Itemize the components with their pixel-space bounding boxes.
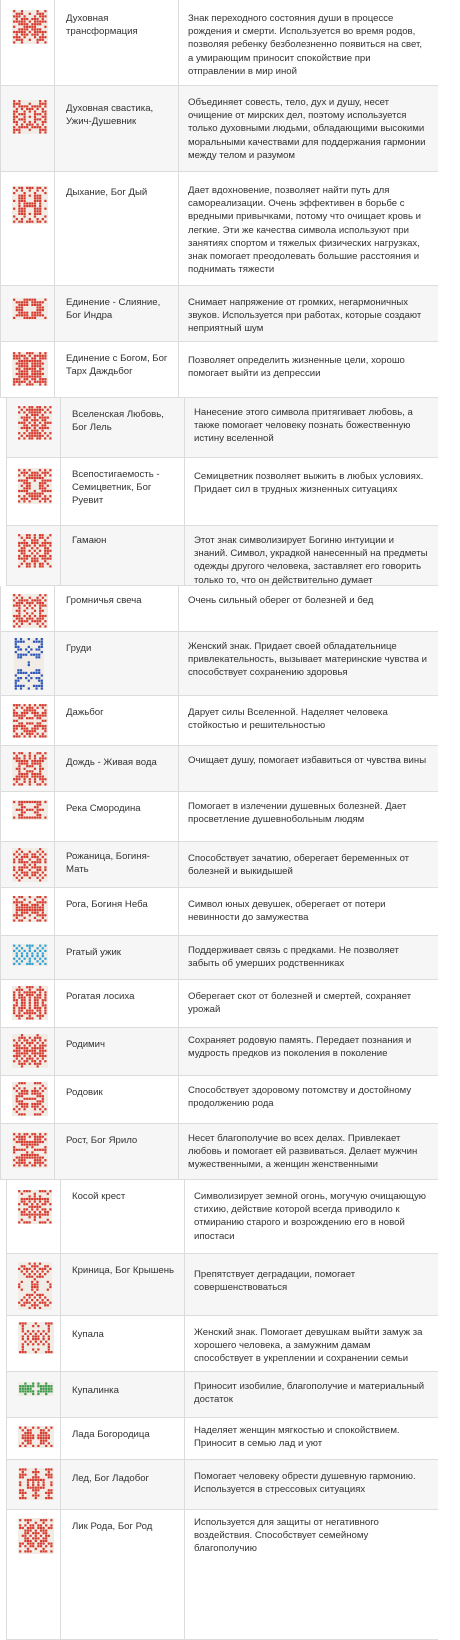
icon-column-divider	[54, 936, 55, 979]
row-left-border	[0, 586, 1, 631]
name-column-divider	[178, 342, 179, 397]
symbol-description: Символизирует земной огонь, могучую очищающую стихию, действие которой всегда приводило к отмиранию старого и возрождению его в новой ипостаси	[194, 1191, 426, 1242]
table-row	[0, 632, 438, 696]
symbol-name: Духовная трансформация	[66, 13, 138, 38]
name-column-divider	[184, 1180, 185, 1253]
icon-column-divider	[60, 1180, 61, 1253]
icon-column-divider	[54, 632, 55, 695]
gromnichya-svecha-icon	[12, 594, 48, 628]
symbol-description: Женский знак. Придает своей обладательнице привлекательность, вызывает материнские чувства и способствует сохранению здоровья	[188, 641, 427, 679]
icon-column-divider	[60, 1510, 61, 1639]
gamayun-icon	[18, 534, 52, 568]
name-column-divider	[184, 526, 185, 585]
lada-bogoroditsa-icon	[18, 1426, 54, 1448]
icon-column-divider	[54, 696, 55, 745]
row-left-border	[0, 1124, 1, 1179]
icon-column-divider	[60, 1372, 61, 1417]
rost-icon	[12, 1132, 48, 1168]
kupalinka-icon	[18, 1382, 54, 1396]
symbol-name: Родовик	[66, 1087, 103, 1098]
table-row	[6, 1418, 438, 1460]
table-row	[0, 792, 438, 842]
icon-column-divider	[54, 888, 55, 935]
icon-column-divider	[60, 1460, 61, 1509]
name-column-divider	[178, 888, 179, 935]
symbol-name: Духовная свастика, Ужич-Душевник	[66, 103, 154, 128]
row-left-border	[6, 1460, 7, 1509]
name-column-divider	[184, 1460, 185, 1509]
symbol-name: Дажьбог	[66, 707, 104, 718]
symbol-name: Ргатый ужик	[66, 947, 122, 958]
name-column-divider	[184, 398, 185, 457]
row-left-border	[6, 1510, 7, 1639]
symbol-description: Наделяет женщин мягкостью и спокойствием. Приносит в семью лад и уют	[194, 1425, 400, 1450]
name-column-divider	[184, 458, 185, 525]
table-row	[0, 86, 438, 172]
symbol-description: Нанесение этого символа притягивает любовь, а также помогает человеку познать божественную истину вселенной	[194, 407, 413, 445]
table-row	[0, 842, 438, 888]
icon-column-divider	[54, 980, 55, 1027]
row-left-border	[0, 86, 1, 171]
symbol-description: Оберегает скот от болезней и смертей, сохраняет урожай	[188, 991, 412, 1016]
icon-column-divider	[60, 1418, 61, 1459]
name-column-divider	[184, 1418, 185, 1459]
row-left-border	[0, 842, 1, 887]
row-left-border	[6, 458, 7, 525]
symbol-description: Объединяет совесть, тело, дух и душу, несет очищение от мирских дел, поэтому используется только духовными людьми, обладающими высокими моральными качествами для поддержания гармонии между телом и разумом	[188, 97, 426, 161]
name-column-divider	[178, 842, 179, 887]
duhovnaya-transformatsiya-icon	[12, 10, 48, 44]
row-left-border	[6, 398, 7, 457]
icon-column-divider	[54, 342, 55, 397]
icon-column-divider	[54, 792, 55, 841]
icon-column-divider	[60, 1316, 61, 1371]
symbol-name: Всепостигаемость - Семицветник, Бог Руевит	[72, 469, 160, 507]
icon-column-divider	[54, 1124, 55, 1179]
icon-column-divider	[54, 0, 55, 85]
table-row	[0, 1028, 438, 1076]
icon-column-divider	[60, 398, 61, 457]
rogataya-losiha-icon	[12, 986, 48, 1020]
row-left-border	[6, 1180, 7, 1253]
symbol-description: Способствует здоровому потомству и достойному продолжению рода	[188, 1085, 412, 1110]
table-row	[0, 586, 438, 632]
symbol-name: Единение - Слияние, Бог Индра	[66, 297, 161, 322]
symbol-name: Косой крест	[72, 1191, 126, 1202]
symbol-description: Сохраняет родовую память. Передает познания и мудрость предков из поколения в поколение	[188, 1035, 412, 1060]
icon-column-divider	[60, 458, 61, 525]
row-left-border	[6, 1254, 7, 1315]
row-left-border	[0, 286, 1, 341]
symbol-description: Помогает человеку обрести душевную гармонию. Используется в стрессовых ситуациях	[194, 1471, 416, 1496]
name-column-divider	[184, 1510, 185, 1639]
name-column-divider	[178, 746, 179, 791]
icon-column-divider	[54, 1076, 55, 1123]
symbol-name: Родимич	[66, 1039, 106, 1050]
row-left-border	[6, 1418, 7, 1459]
symbol-name: Купала	[72, 1329, 104, 1340]
name-column-divider	[178, 980, 179, 1027]
lik-roda-icon	[18, 1518, 54, 1554]
symbol-name: Гамаюн	[72, 535, 107, 546]
table-row	[6, 526, 438, 586]
led-ladobog-icon	[18, 1468, 54, 1500]
table-row	[6, 1180, 438, 1254]
symbol-description: Позволяет определить жизненные цели, хорошо помогает выйти из депрессии	[188, 355, 405, 380]
icon-column-divider	[54, 746, 55, 791]
symbol-description: Очищает душу, помогает избавиться от чувства вины	[188, 755, 427, 766]
dozhd-icon	[12, 752, 48, 786]
rodovik-icon	[12, 1082, 48, 1116]
symbol-description: Используется для защиты от негативного воздействия. Способствует семейному благополучию	[194, 1517, 379, 1555]
symbol-description: Поддерживает связь с предками. Не позволяет забыть об умерших родственниках	[188, 945, 399, 970]
edinenie-s-bogom-icon	[12, 352, 48, 386]
name-column-divider	[178, 1076, 179, 1123]
symbol-description: Способствует зачатию, оберегает беременных от болезней и выкидышей	[188, 853, 410, 878]
name-column-divider	[178, 172, 179, 285]
row-left-border	[0, 1028, 1, 1075]
icon-column-divider	[60, 1254, 61, 1315]
dyhanie-icon	[12, 186, 48, 224]
name-column-divider	[178, 86, 179, 171]
symbol-name: Рога, Богиня Неба	[66, 899, 148, 910]
table-row	[0, 696, 438, 746]
symbol-description: Снимает напряжение от громких, негармоничных звуков. Используется при работах, которые создают неприятный шум	[188, 297, 422, 335]
symbol-description: Этот знак символизирует Богиню интуиции и знаний. Символ, украдкой нанесенный на предметы одежды другого человека, заставляет его говорить только то, что он действительно думает	[194, 535, 428, 586]
symbol-name: Криница, Бог Крышень	[72, 1265, 175, 1276]
duhovnaya-svastika-icon	[12, 100, 48, 134]
symbol-description: Дарует силы Вселенной. Наделяет человека стойкостью и решительностью	[188, 707, 388, 732]
name-column-divider	[178, 286, 179, 341]
symbol-description: Несет благополучие во всех делах. Привлекает любовь и помогает ей развиваться. Делает мужчин мужественными, а женщин женственными	[188, 1133, 418, 1171]
symbol-name: Единение с Богом, Бог Тарх Даждьбог	[66, 353, 168, 378]
symbol-description: Очень сильный оберег от болезней и бед	[188, 595, 374, 606]
symbol-description: Дает вдохновение, позволяет найти путь для самореализации. Очень эффективен в борьбе с вредными привычками, потому что очищает кровь и легкие. Эти же качества символа используют при занятиях спортом и тяжелых физических нагрузках, знак помогает преодолевать большие расстояния и поднимать тяжести	[188, 185, 422, 276]
symbol-description: Препятствует деградации, помогает совершенствоваться	[194, 1269, 356, 1294]
table-row	[6, 1316, 438, 1372]
name-column-divider	[178, 0, 179, 85]
name-column-divider	[178, 1124, 179, 1179]
symbol-description: Символ юных девушек, оберегает от потери невинности до замужества	[188, 899, 386, 924]
symbol-name: Дыхание, Бог Дый	[66, 187, 148, 198]
vselenskaya-lyubov-icon	[18, 406, 52, 440]
name-column-divider	[178, 696, 179, 745]
symbol-name: Рогатая лосиха	[66, 991, 135, 1002]
symbol-name: Лед, Бог Ладобог	[72, 1473, 150, 1484]
table-row	[6, 1254, 438, 1316]
rozhanitsa-icon	[12, 848, 48, 882]
symbol-description: Семицветник позволяет выжить в любых условиях. Придает сил в трудных жизненных ситуациях	[194, 471, 424, 496]
name-column-divider	[184, 1316, 185, 1371]
table-row	[0, 0, 438, 86]
table-row	[0, 980, 438, 1028]
table-row	[6, 1372, 438, 1418]
icon-column-divider	[54, 86, 55, 171]
name-column-divider	[178, 936, 179, 979]
kupala-icon	[18, 1322, 54, 1354]
row-left-border	[0, 888, 1, 935]
table-row	[0, 888, 438, 936]
name-column-divider	[178, 632, 179, 695]
icon-column-divider	[54, 842, 55, 887]
grudi-icon	[14, 638, 44, 690]
row-left-border	[6, 1372, 7, 1417]
symbol-name: Рожаница, Богиня-Мать	[66, 851, 150, 876]
symbol-name: Лада Богородица	[72, 1429, 150, 1440]
name-column-divider	[178, 1028, 179, 1075]
table-row	[0, 286, 438, 342]
rodimich-icon	[12, 1034, 48, 1068]
row-left-border	[0, 746, 1, 791]
symbol-name: Громничья свеча	[66, 595, 142, 606]
symbol-description: Помогает в излечении душевных болезней. Дает просветление душевнобольным людям	[188, 801, 407, 826]
row-left-border	[0, 980, 1, 1027]
name-column-divider	[184, 1372, 185, 1417]
table-row	[0, 1076, 438, 1124]
symbol-description: Приносит изобилие, благополучие и материальный достаток	[194, 1381, 425, 1406]
icon-column-divider	[54, 286, 55, 341]
symbol-name: Купалинка	[72, 1385, 119, 1396]
icon-column-divider	[60, 526, 61, 585]
symbol-description: Знак переходного состояния души в процессе рождения и смерти. Используется во время родов, позволяя ребенку безболезненно появиться на свет, а умирающим приносит спокойствие при отправлении в мир иной	[188, 13, 423, 77]
roga-icon	[12, 896, 48, 922]
name-column-divider	[178, 586, 179, 631]
icon-column-divider	[54, 586, 55, 631]
semitsvetnik-icon	[18, 468, 52, 504]
symbol-name: Лик Рода, Бог Род	[72, 1521, 153, 1532]
symbol-name: Вселенская Любовь, Бог Лель	[72, 409, 164, 434]
table-row	[0, 936, 438, 980]
table-row	[6, 1460, 438, 1510]
symbol-name: Рост, Бог Ярило	[66, 1135, 138, 1146]
row-left-border	[0, 792, 1, 841]
table-row	[6, 398, 438, 458]
symbol-name: Река Смородина	[66, 803, 141, 814]
kosoy-krest-icon	[18, 1190, 52, 1224]
krinitsa-icon	[18, 1262, 52, 1310]
row-left-border	[0, 632, 1, 695]
symbol-name: Дождь - Живая вода	[66, 757, 157, 768]
symbol-name: Груди	[66, 643, 92, 654]
row-left-border	[0, 342, 1, 397]
table-row	[0, 172, 438, 286]
table-row	[0, 746, 438, 792]
symbol-description: Женский знак. Помогает девушкам выйти замуж за хорошего человека, а замужним дамам способствует в укреплении и сохранении семьи	[194, 1327, 423, 1365]
row-left-border	[0, 1076, 1, 1123]
row-left-border	[0, 0, 1, 85]
table-row	[0, 1124, 438, 1180]
name-column-divider	[184, 1254, 185, 1315]
table-row	[6, 458, 438, 526]
icon-column-divider	[54, 172, 55, 285]
table-row	[6, 1510, 438, 1640]
reka-smorodina-icon	[12, 800, 48, 820]
row-left-border	[6, 526, 7, 585]
table-row	[0, 342, 438, 398]
row-left-border	[6, 1316, 7, 1371]
edinenie-sliyanie-icon	[12, 298, 48, 320]
icon-column-divider	[54, 1028, 55, 1075]
rgatyy-uzhik-icon	[12, 944, 48, 966]
name-column-divider	[178, 792, 179, 841]
row-left-border	[0, 696, 1, 745]
row-left-border	[0, 172, 1, 285]
row-left-border	[0, 936, 1, 979]
dazhbog-icon	[12, 704, 48, 738]
